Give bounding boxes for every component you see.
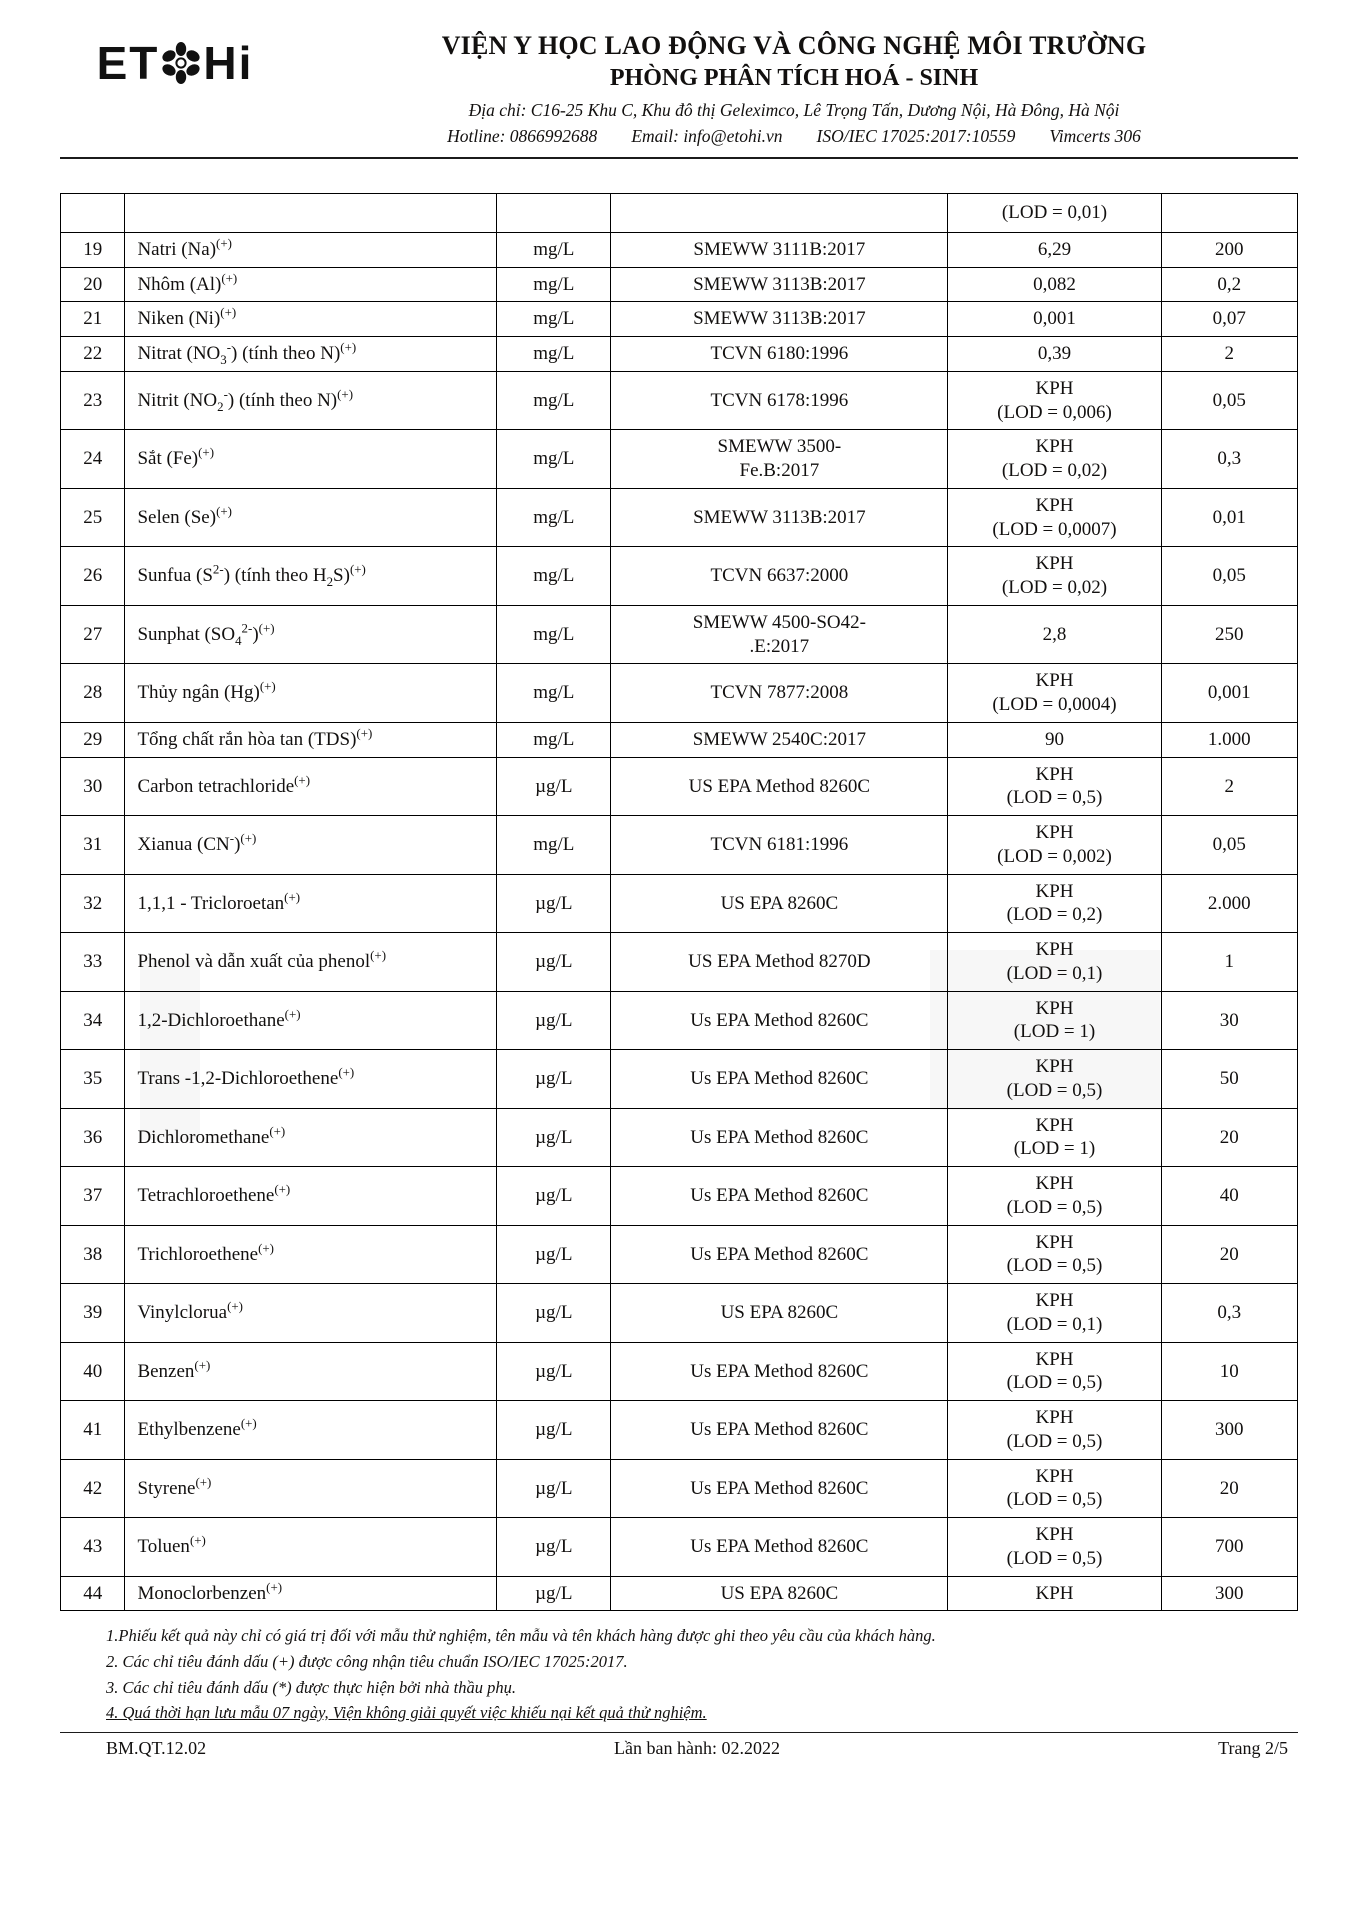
cell-unit: µg/L xyxy=(497,1576,611,1611)
cell-result: KPH xyxy=(948,1576,1161,1611)
cell-result xyxy=(948,1225,1161,1284)
cell-unit: µg/L xyxy=(497,1284,611,1343)
cell-limit: 30 xyxy=(1161,991,1297,1050)
cell-unit: µg/L xyxy=(497,991,611,1050)
cell-name: Niken (Ni)(+) xyxy=(125,302,497,337)
table-row xyxy=(61,1342,1298,1401)
cell-limit: 20 xyxy=(1161,1108,1297,1167)
result-lod: (LOD = 0,0007) xyxy=(992,518,1117,540)
cell-method: SMEWW 4500-SO42- .E:2017 xyxy=(611,605,948,664)
cell-result xyxy=(948,1108,1161,1167)
cell-unit: mg/L xyxy=(497,816,611,875)
cell-method xyxy=(611,193,948,232)
cell-result: 90 xyxy=(948,722,1161,757)
footnote-3: 3. Các chỉ tiêu đánh dấu (*) được thực hiện bởi nhà thầu phụ. xyxy=(106,1677,517,1697)
table-row xyxy=(61,1401,1298,1460)
cell-result xyxy=(948,757,1161,816)
result-value: KPH xyxy=(1035,880,1074,902)
cell-result: 0,082 xyxy=(948,267,1161,302)
page-footer xyxy=(60,1732,1298,1759)
cell-unit: µg/L xyxy=(497,1342,611,1401)
cell-result xyxy=(948,371,1161,430)
cell-name: Sunfua $(S^{2-})$ (tính theo $H_2S)^{(+)}$ xyxy=(125,547,497,606)
cell-method: US EPA 8260C xyxy=(611,1284,948,1343)
cell-unit: mg/L xyxy=(497,547,611,606)
cell-name: 1,1,1 - Tricloroetan(+) xyxy=(125,874,497,933)
result-value: KPH xyxy=(1035,494,1074,516)
table-row xyxy=(61,232,1298,267)
cell-no: 27 xyxy=(61,605,125,664)
cell-method: Us EPA Method 8260C xyxy=(611,1342,948,1401)
page-number: Trang 2/5 xyxy=(1218,1737,1288,1758)
cell-no: 43 xyxy=(61,1518,125,1577)
cell-limit: 700 xyxy=(1161,1518,1297,1577)
cell-unit: mg/L xyxy=(497,430,611,489)
cell-unit: mg/L xyxy=(497,605,611,664)
cell-name: Monoclorbenzen(+) xyxy=(125,1576,497,1611)
cell-limit: 2 xyxy=(1161,757,1297,816)
cell-no xyxy=(61,193,125,232)
cell-limit: 2.000 xyxy=(1161,874,1297,933)
cell-method: Us EPA Method 8260C xyxy=(611,991,948,1050)
cell-name: Vinylclorua(+) xyxy=(125,1284,497,1343)
result-lod: (LOD = 0,006) xyxy=(997,401,1112,423)
cell-no: 19 xyxy=(61,232,125,267)
hotline: Hotline: 0866992688 xyxy=(447,126,598,147)
result-lod: (LOD = 1) xyxy=(1013,1021,1096,1043)
cell-unit: µg/L xyxy=(497,933,611,992)
cell-name: Natri (Na)(+) xyxy=(125,232,497,267)
result-lod: (LOD = 0,5) xyxy=(1006,1196,1103,1218)
cell-result xyxy=(948,488,1161,547)
cell-no: 42 xyxy=(61,1459,125,1518)
cell-unit: mg/L xyxy=(497,232,611,267)
cell-result: 0,001 xyxy=(948,302,1161,337)
table-row-partial xyxy=(61,193,1298,232)
cell-result xyxy=(948,430,1161,489)
cell-name: 1,2-Dichloroethane(+) xyxy=(125,991,497,1050)
table-row xyxy=(61,722,1298,757)
cell-method: Us EPA Method 8260C xyxy=(611,1050,948,1109)
table-row xyxy=(61,1518,1298,1577)
cell-limit: 0,3 xyxy=(1161,1284,1297,1343)
cell-unit: µg/L xyxy=(497,1225,611,1284)
cell-name: Selen (Se)(+) xyxy=(125,488,497,547)
cell-limit: 0,2 xyxy=(1161,267,1297,302)
cell-limit: 0,001 xyxy=(1161,664,1297,723)
result-value: KPH xyxy=(1035,553,1074,575)
cell-limit: 20 xyxy=(1161,1459,1297,1518)
test-results-table xyxy=(60,193,1298,1612)
cell-method: TCVN 6180:1996 xyxy=(611,337,948,372)
cell-result xyxy=(948,1050,1161,1109)
table-row xyxy=(61,757,1298,816)
cell-name xyxy=(125,193,497,232)
cell-unit xyxy=(497,193,611,232)
footnotes xyxy=(60,1623,1298,1725)
result-value: KPH xyxy=(1035,1114,1074,1136)
cell-no: 36 xyxy=(61,1108,125,1167)
cell-result: 2,8 xyxy=(948,605,1161,664)
footnote-2: 2. Các chỉ tiêu đánh dấu (+) được công nhận tiêu chuẩn ISO/IEC 17025:2017. xyxy=(106,1652,628,1671)
cell-unit: µg/L xyxy=(497,874,611,933)
cell-unit: µg/L xyxy=(497,1108,611,1167)
cell-limit: 250 xyxy=(1161,605,1297,664)
cell-no: 33 xyxy=(61,933,125,992)
cell-limit: 0,05 xyxy=(1161,547,1297,606)
cell-name: Phenol và dẫn xuất của phenol(+) xyxy=(125,933,497,992)
cell-result xyxy=(948,1459,1161,1518)
cell-method: US EPA 8260C xyxy=(611,1576,948,1611)
cell-method: TCVN 6637:2000 xyxy=(611,547,948,606)
cell-method: SMEWW 3111B:2017 xyxy=(611,232,948,267)
cell-result xyxy=(948,933,1161,992)
footnote-1: 1.Phiếu kết quả này chỉ có giá trị đối với mẫu thử nghiệm, tên mẫu và tên khách hàng được ghi theo yêu cầu của khách hàng. xyxy=(106,1626,936,1646)
cell-name: Benzen(+) xyxy=(125,1342,497,1401)
cell-name: Tetrachloroethene(+) xyxy=(125,1167,497,1226)
table-row xyxy=(61,1576,1298,1611)
table-row xyxy=(61,816,1298,875)
cell-name: Toluen(+) xyxy=(125,1518,497,1577)
result-value: KPH xyxy=(1035,763,1074,785)
cell-no: 29 xyxy=(61,722,125,757)
cell-unit: µg/L xyxy=(497,1401,611,1460)
result-value: KPH xyxy=(1035,436,1074,458)
result-lod: (LOD = 0,02) xyxy=(1001,460,1108,482)
cell-unit: µg/L xyxy=(497,1459,611,1518)
table-row xyxy=(61,1108,1298,1167)
institute-name: VIỆN Y HỌC LAO ĐỘNG VÀ CÔNG NGHỆ MÔI TRƯỜNG xyxy=(441,31,1147,60)
logo-text-right: Hi xyxy=(203,37,254,89)
cell-limit: 300 xyxy=(1161,1401,1297,1460)
cell-limit: 20 xyxy=(1161,1225,1297,1284)
cell-no: 40 xyxy=(61,1342,125,1401)
table-row xyxy=(61,547,1298,606)
cell-unit: µg/L xyxy=(497,1518,611,1577)
cell-method: Us EPA Method 8260C xyxy=(611,1225,948,1284)
cell-no: 35 xyxy=(61,1050,125,1109)
cell-result xyxy=(948,1518,1161,1577)
cell-method: TCVN 6181:1996 xyxy=(611,816,948,875)
cell-method: SMEWW 3113B:2017 xyxy=(611,488,948,547)
result-lod: (LOD = 0,5) xyxy=(1006,1430,1103,1452)
table-row xyxy=(61,371,1298,430)
header-text-block xyxy=(290,26,1298,149)
result-lod: (LOD = 0,5) xyxy=(1006,1489,1103,1511)
cell-no: 26 xyxy=(61,547,125,606)
cell-method: TCVN 7877:2008 xyxy=(611,664,948,723)
result-value: KPH xyxy=(1035,822,1074,844)
cell-name: Carbon tetrachloride(+) xyxy=(125,757,497,816)
cell-limit: 2 xyxy=(1161,337,1297,372)
cell-result: (LOD = 0,01) xyxy=(948,193,1161,232)
cell-name: Styrene(+) xyxy=(125,1459,497,1518)
result-value: KPH xyxy=(1035,997,1074,1019)
cell-method: SMEWW 2540C:2017 xyxy=(611,722,948,757)
cell-method: US EPA 8260C xyxy=(611,874,948,933)
iso-accreditation: ISO/IEC 17025:2017:10559 xyxy=(816,126,1016,147)
table-row xyxy=(61,1459,1298,1518)
email: Email: info@etohi.vn xyxy=(631,126,783,147)
cell-no: 39 xyxy=(61,1284,125,1343)
table-row xyxy=(61,1167,1298,1226)
cell-limit: 0,05 xyxy=(1161,371,1297,430)
cell-result xyxy=(948,664,1161,723)
cell-no: 22 xyxy=(61,337,125,372)
cell-limit: 40 xyxy=(1161,1167,1297,1226)
cell-method: US EPA Method 8270D xyxy=(611,933,948,992)
atom-flower-icon xyxy=(160,40,202,86)
result-lod: (LOD = 0,1) xyxy=(1006,1313,1103,1335)
cell-name: Trichloroethene(+) xyxy=(125,1225,497,1284)
cell-unit: µg/L xyxy=(497,757,611,816)
cell-limit: 0,3 xyxy=(1161,430,1297,489)
cell-method: Us EPA Method 8260C xyxy=(611,1459,948,1518)
cell-limit: 300 xyxy=(1161,1576,1297,1611)
result-value: KPH xyxy=(1035,1348,1074,1370)
cell-limit: 1.000 xyxy=(1161,722,1297,757)
cell-name: Ethylbenzene(+) xyxy=(125,1401,497,1460)
table-row xyxy=(61,430,1298,489)
cell-result xyxy=(948,1342,1161,1401)
cell-limit: 1 xyxy=(1161,933,1297,992)
vimcerts-code: Vimcerts 306 xyxy=(1049,126,1141,147)
cell-limit: 0,01 xyxy=(1161,488,1297,547)
result-value: KPH xyxy=(1035,1524,1074,1546)
cell-no: 41 xyxy=(61,1401,125,1460)
table-row xyxy=(61,1284,1298,1343)
cell-no: 38 xyxy=(61,1225,125,1284)
document-header xyxy=(60,26,1298,159)
cell-no: 37 xyxy=(61,1167,125,1226)
cell-no: 34 xyxy=(61,991,125,1050)
cell-unit: mg/L xyxy=(497,267,611,302)
cell-unit: mg/L xyxy=(497,371,611,430)
cell-unit: µg/L xyxy=(497,1167,611,1226)
result-value: KPH xyxy=(1035,1173,1074,1195)
result-value: KPH xyxy=(1035,1407,1074,1429)
result-lod: (LOD = 0,5) xyxy=(1006,1079,1103,1101)
result-lod: (LOD = 0,5) xyxy=(1006,1255,1103,1277)
table-row xyxy=(61,1050,1298,1109)
cell-unit: mg/L xyxy=(497,664,611,723)
result-lod: (LOD = 0,5) xyxy=(1006,1547,1103,1569)
cell-no: 32 xyxy=(61,874,125,933)
result-lod: (LOD = 0,2) xyxy=(1006,904,1103,926)
cell-limit: 200 xyxy=(1161,232,1297,267)
cell-name: Nitrat $(NO_3^-)$ (tính theo N)(+) xyxy=(125,337,497,372)
table-row xyxy=(61,874,1298,933)
cell-unit: mg/L xyxy=(497,302,611,337)
cell-no: 24 xyxy=(61,430,125,489)
cell-method: Us EPA Method 8260C xyxy=(611,1401,948,1460)
cell-result xyxy=(948,874,1161,933)
table-row xyxy=(61,1225,1298,1284)
cell-unit: mg/L xyxy=(497,337,611,372)
cell-result xyxy=(948,1284,1161,1343)
cell-no: 30 xyxy=(61,757,125,816)
cell-name: Trans -1,2-Dichloroethene(+) xyxy=(125,1050,497,1109)
cell-limit: 50 xyxy=(1161,1050,1297,1109)
table-row xyxy=(61,933,1298,992)
cell-name: Xianua (CN-)(+) xyxy=(125,816,497,875)
result-value: KPH xyxy=(1035,1290,1074,1312)
cell-result xyxy=(948,816,1161,875)
table-row xyxy=(61,302,1298,337)
logo-text-left: ET xyxy=(96,37,160,89)
result-value: KPH xyxy=(1035,1056,1074,1078)
cell-no: 44 xyxy=(61,1576,125,1611)
cell-name: Nitrit $(NO_2^-)$ (tính theo N)(+) xyxy=(125,371,497,430)
table-row xyxy=(61,267,1298,302)
result-value: KPH xyxy=(1035,1465,1074,1487)
table-body xyxy=(61,193,1298,1611)
cell-method: US EPA Method 8260C xyxy=(611,757,948,816)
cell-no: 28 xyxy=(61,664,125,723)
cell-result xyxy=(948,1401,1161,1460)
cell-name: Thủy ngân (Hg)(+) xyxy=(125,664,497,723)
cell-method: SMEWW 3500- Fe.B:2017 xyxy=(611,430,948,489)
department-name: PHÒNG PHÂN TÍCH HOÁ - SINH xyxy=(609,64,979,91)
cell-method: Us EPA Method 8260C xyxy=(611,1518,948,1577)
cell-limit: 0,05 xyxy=(1161,816,1297,875)
cell-limit xyxy=(1161,193,1297,232)
table-row xyxy=(61,488,1298,547)
cell-method: TCVN 6178:1996 xyxy=(611,371,948,430)
cell-method: Us EPA Method 8260C xyxy=(611,1108,948,1167)
cell-result: 0,39 xyxy=(948,337,1161,372)
edition-info: Lần ban hành: 02.2022 xyxy=(614,1737,780,1758)
cell-method: SMEWW 3113B:2017 xyxy=(611,267,948,302)
result-lod: (LOD = 0,0004) xyxy=(992,694,1117,716)
result-lod: (LOD = 1) xyxy=(1013,1138,1096,1160)
result-lod: (LOD = 0,002) xyxy=(997,845,1112,867)
table-row xyxy=(61,991,1298,1050)
form-code: BM.QT.12.02 xyxy=(106,1737,207,1758)
cell-result xyxy=(948,547,1161,606)
cell-method: SMEWW 3113B:2017 xyxy=(611,302,948,337)
cell-limit: 10 xyxy=(1161,1342,1297,1401)
address-line: Địa chỉ: C16-25 Khu C, Khu đô thị Geleximco, Lê Trọng Tấn, Dương Nội, Hà Đông, Hà Nội xyxy=(468,99,1120,120)
cell-name: Sắt (Fe)(+) xyxy=(125,430,497,489)
cell-name: Dichloromethane(+) xyxy=(125,1108,497,1167)
result-lod: (LOD = 0,5) xyxy=(1006,787,1103,809)
footnote-4: 4. Quá thời hạn lưu mẫu 07 ngày, Viện không giải quyết việc khiếu nại kết quả thử nghiệm. xyxy=(106,1703,707,1723)
cell-name: Tổng chất rắn hòa tan (TDS)(+) xyxy=(125,722,497,757)
cell-unit: mg/L xyxy=(497,722,611,757)
cell-limit: 0,07 xyxy=(1161,302,1297,337)
cell-unit: mg/L xyxy=(497,488,611,547)
result-value: KPH xyxy=(1035,377,1074,399)
logo-wordmark xyxy=(97,36,254,90)
cell-no: 31 xyxy=(61,816,125,875)
cell-no: 20 xyxy=(61,267,125,302)
cell-result: 6,29 xyxy=(948,232,1161,267)
table-row xyxy=(61,605,1298,664)
cell-no: 23 xyxy=(61,371,125,430)
result-value: KPH xyxy=(1035,939,1074,961)
result-lod: (LOD = 0,1) xyxy=(1006,962,1103,984)
cell-name: Sunphat $(SO_4^{2-})^{(+)}$ xyxy=(125,605,497,664)
table-row xyxy=(61,337,1298,372)
result-lod: (LOD = 0,5) xyxy=(1006,1372,1103,1394)
cell-result xyxy=(948,1167,1161,1226)
contact-line xyxy=(290,125,1298,149)
cell-unit: µg/L xyxy=(497,1050,611,1109)
table-row xyxy=(61,664,1298,723)
cell-name: Nhôm (Al)(+) xyxy=(125,267,497,302)
result-value: KPH xyxy=(1035,670,1074,692)
result-value: KPH xyxy=(1035,1231,1074,1253)
cell-result xyxy=(948,991,1161,1050)
cell-method: Us EPA Method 8260C xyxy=(611,1167,948,1226)
logo xyxy=(60,26,290,90)
result-lod: (LOD = 0,02) xyxy=(1001,577,1108,599)
cell-no: 25 xyxy=(61,488,125,547)
cell-no: 21 xyxy=(61,302,125,337)
